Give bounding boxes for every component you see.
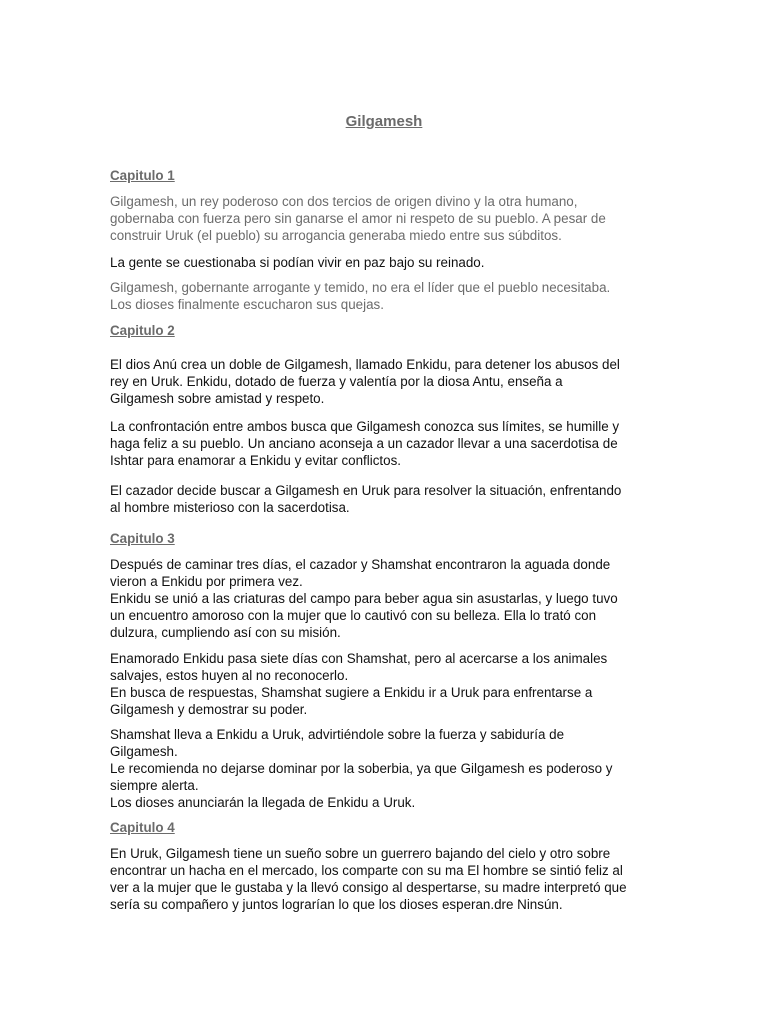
chapter-4-paragraph-1: [110, 845, 660, 913]
text-line: haga feliz a su pueblo. Un anciano aconseja a un cazador llevar a una sacerdotisa de: [110, 436, 618, 451]
text-line: salvajes, estos huyen al no reconocerlo.: [110, 668, 349, 683]
chapter-2-paragraph-1: [110, 356, 660, 407]
text-line: vieron a Enkidu por primera vez.: [110, 574, 303, 589]
text-line: ver a la mujer que le gustaba y la llevó consigo al despertarse, su madre interpretó que: [110, 880, 627, 895]
text-line: Enkidu se unió a las criaturas del campo para beber agua sin asustarlas, y luego tuvo: [110, 591, 618, 606]
text-line: Gilgamesh, gobernante arrogante y temido, no era el líder que el pueblo necesitaba.: [110, 280, 611, 295]
chapter-3-paragraph-2: [110, 650, 660, 718]
chapter-2-heading: Capitulo 2: [110, 323, 175, 338]
chapter-2-paragraph-3: [110, 482, 660, 516]
text-line: En busca de respuestas, Shamshat sugiere a Enkidu ir a Uruk para enfrentarse a: [110, 685, 593, 700]
text-line: Después de caminar tres días, el cazador y Shamshat encontraron la aguada donde: [110, 557, 611, 572]
text-line: Shamshat lleva a Enkidu a Uruk, advirtiéndole sobre la fuerza y sabiduría de: [110, 727, 565, 742]
text-line: Los dioses finalmente escucharon sus quejas.: [110, 297, 384, 312]
text-line: construir Uruk (el pueblo) su arrogancia generaba miedo entre sus súbditos.: [110, 228, 562, 243]
text-line: La gente se cuestionaba si podían vivir en paz bajo su reinado.: [110, 255, 485, 270]
text-line: En Uruk, Gilgamesh tiene un sueño sobre un guerrero bajando del cielo y otro sobre: [110, 846, 611, 861]
text-line: Gilgamesh, un rey poderoso con dos tercios de origen divino y la otra humano,: [110, 194, 578, 209]
chapter-1-paragraph-3: [110, 279, 660, 313]
text-line: sería su compañero y juntos lograrían lo que los dioses esperan.dre Ninsún.: [110, 897, 563, 912]
chapter-3-heading: Capitulo 3: [110, 531, 175, 546]
chapter-3-paragraph-1: [110, 556, 660, 641]
chapter-1-heading: Capitulo 1: [110, 168, 175, 183]
text-line: La confrontación entre ambos busca que Gilgamesh conozca sus límites, se humille y: [110, 419, 620, 434]
chapter-1-paragraph-1: [110, 193, 660, 244]
text-line: El dios Anú crea un doble de Gilgamesh, llamado Enkidu, para detener los abusos del: [110, 357, 620, 372]
text-line: Le recomienda no dejarse dominar por la soberbia, ya que Gilgamesh es poderoso y: [110, 761, 613, 776]
text-line: al hombre misterioso con la sacerdotisa.: [110, 500, 350, 515]
text-line: siempre alerta.: [110, 778, 199, 793]
chapter-2-paragraph-2: [110, 418, 660, 469]
chapter-4-heading: Capitulo 4: [110, 820, 175, 835]
text-line: rey en Uruk. Enkidu, dotado de fuerza y valentía por la diosa Antu, enseña a: [110, 374, 563, 389]
document-title: Gilgamesh: [345, 113, 423, 130]
text-line: Gilgamesh sobre amistad y respeto.: [110, 391, 325, 406]
text-line: Ishtar para enamorar a Enkidu y evitar conflictos.: [110, 453, 402, 468]
text-line: un encuentro amoroso con la mujer que lo cautivó con su belleza. Ella lo trató con: [110, 608, 597, 623]
text-line: dulzura, cumpliendo así con su misión.: [110, 625, 341, 640]
chapter-1-paragraph-2: [110, 254, 660, 271]
text-line: Los dioses anunciarán la llegada de Enkidu a Uruk.: [110, 795, 416, 810]
text-line: encontrar un hacha en el mercado, los comparte con su ma El hombre se sintió feliz al: [110, 863, 623, 878]
text-line: Gilgamesh.: [110, 744, 178, 759]
text-line: Gilgamesh y demostrar su poder.: [110, 702, 308, 717]
text-line: El cazador decide buscar a Gilgamesh en Uruk para resolver la situación, enfrentando: [110, 483, 622, 498]
text-line: Enamorado Enkidu pasa siete días con Shamshat, pero al acercarse a los animales: [110, 651, 608, 666]
text-line: gobernaba con fuerza pero sin ganarse el amor ni respeto de su pueblo. A pesar de: [110, 211, 606, 226]
chapter-3-paragraph-3: [110, 726, 660, 811]
